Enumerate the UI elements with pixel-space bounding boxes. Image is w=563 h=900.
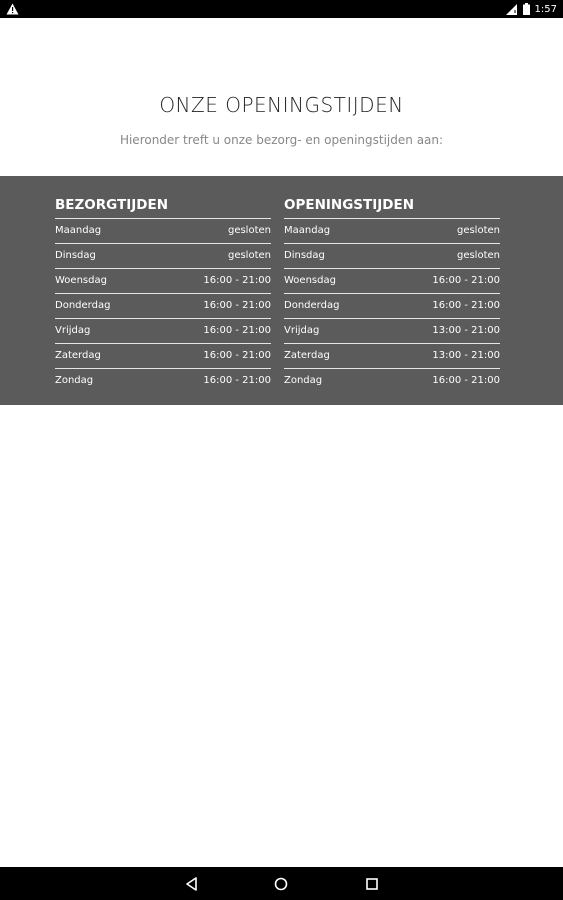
day-label: Zondag [55,375,94,386]
day-label: Zondag [284,375,323,386]
bezorgtijden-title: BEZORGTIJDEN [55,196,271,219]
day-label: Zaterdag [55,350,101,361]
page-title: ONZE OPENINGSTIJDEN [159,93,404,117]
table-row [55,269,271,294]
day-label: Donderdag [55,300,111,311]
day-label: Dinsdag [284,250,325,261]
table-row [55,319,271,344]
hours-value: 16:00 - 21:00 [432,375,500,386]
day-label: Woensdag [284,275,336,286]
hours-value: gesloten [227,225,271,236]
table-row [55,219,271,244]
hours-panel [0,176,563,405]
day-label: Vrijdag [284,325,320,336]
battery-icon [523,3,530,15]
table-row [284,294,500,319]
hours-value: 16:00 - 21:00 [432,275,500,286]
hours-value: 16:00 - 21:00 [203,325,271,336]
hours-value: 16:00 - 21:00 [203,300,271,311]
table-row [284,269,500,294]
table-row [284,344,500,369]
openingstijden-title: OPENINGSTIJDEN [284,196,500,219]
page-header [0,18,563,176]
openingstijden-table [284,196,500,393]
recents-icon[interactable] [363,875,381,893]
hours-value: 13:00 - 21:00 [432,325,500,336]
table-row [55,344,271,369]
status-time: 1:57 [534,3,557,15]
day-label: Dinsdag [55,250,96,261]
day-label: Woensdag [55,275,107,286]
hours-value: gesloten [456,250,500,261]
hours-value: 16:00 - 21:00 [203,275,271,286]
table-row [55,294,271,319]
signal-icon [506,4,518,15]
hours-value: gesloten [227,250,271,261]
hours-value: 16:00 - 21:00 [203,350,271,361]
page-subtitle: Hieronder treft u onze bezorg- en openingstijden aan: [119,133,444,147]
status-icons [506,2,557,16]
navigation-bar [0,867,563,900]
hours-value: 16:00 - 21:00 [203,375,271,386]
day-label: Zaterdag [284,350,330,361]
table-row [284,219,500,244]
table-row [284,244,500,269]
hours-value: 13:00 - 21:00 [432,350,500,361]
day-label: Maandag [284,225,331,236]
home-icon[interactable] [272,875,290,893]
table-row [284,369,500,393]
hours-value: 16:00 - 21:00 [432,300,500,311]
table-row [284,319,500,344]
bezorgtijden-table [55,196,271,393]
hours-value: gesloten [456,225,500,236]
day-label: Vrijdag [55,325,91,336]
status-bar [0,0,563,18]
back-icon[interactable] [183,875,201,893]
table-row [55,244,271,269]
day-label: Maandag [55,225,102,236]
day-label: Donderdag [284,300,340,311]
table-row [55,369,271,393]
warning-icon [6,3,19,15]
